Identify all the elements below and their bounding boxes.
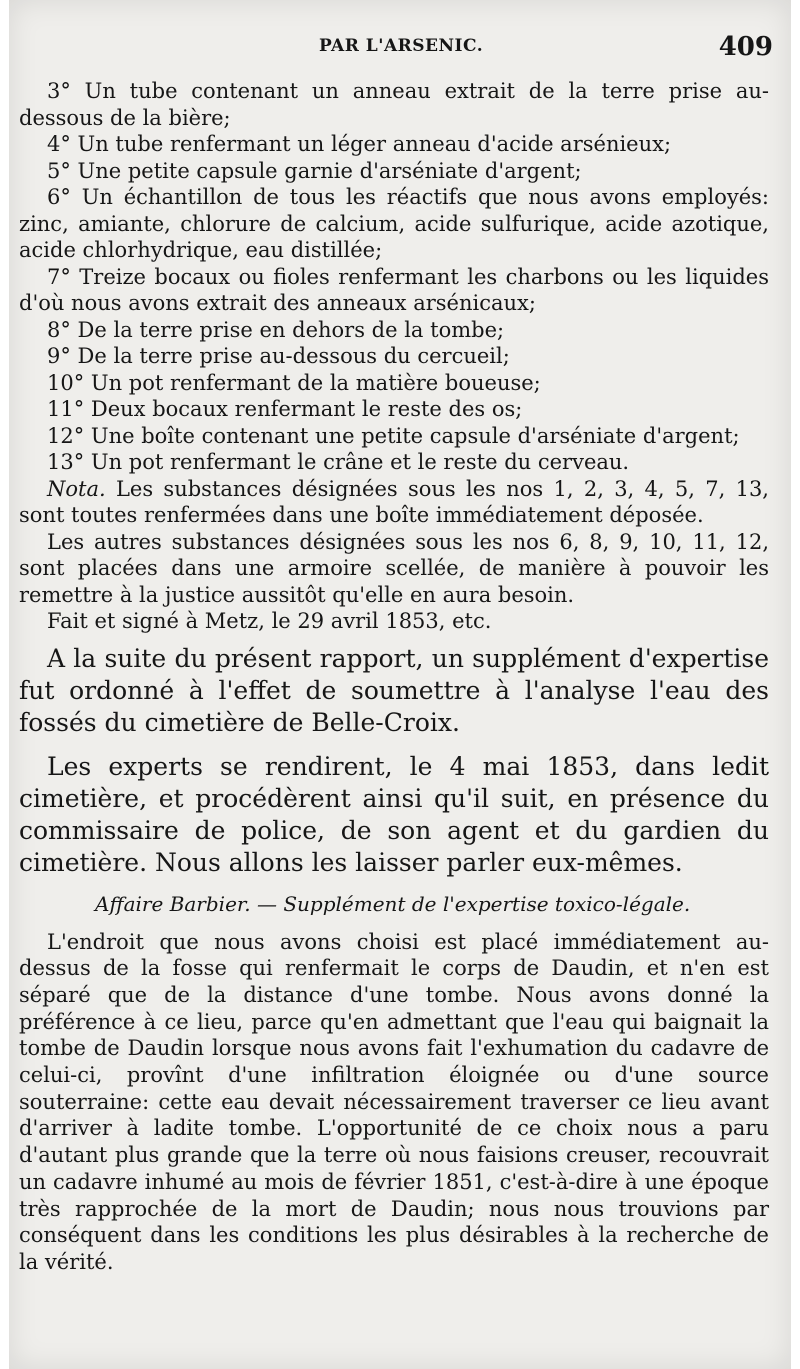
section-heading: Affaire Barbier. — Supplément de l'expertise toxico-légale. [95, 891, 691, 916]
list-item: 7° Treize bocaux ou fioles renfermant les charbons ou les liquides d'où nous avons extrait des anneaux arsénicaux; [19, 264, 769, 315]
book-page [9, 0, 791, 1369]
narrative [19, 643, 769, 879]
list-item: 13° Un pot renfermant le crâne et le reste du cerveau. [47, 450, 630, 474]
list-item: 8° De la terre prise en dehors de la tombe; [47, 317, 505, 342]
list-item: 6° Un échantillon de tous les réactifs que nous avons employés: zinc, amiante, chlorure de calcium, acide sulfurique, acide azotique, acide chlorhydrique, eau distillée; [19, 185, 769, 262]
running-title: PAR L'ARSENIC. [319, 36, 484, 56]
page-header [9, 32, 791, 66]
list-item: 3° Un tube contenant un anneau extrait de la terre prise au-dessous de la bière; [19, 79, 769, 130]
page-body [19, 78, 769, 1276]
narrative-paragraph: Les experts se rendirent, le 4 mai 1853, dans ledit cimetière, et procédèrent ainsi qu'il suit, en présence du commissaire de police, de son agent et du gardien du cimetière. Nous allons les laisser parler eux-mêmes. [19, 751, 769, 877]
list-item: 10° Un pot renfermant de la matière boueuse; [47, 370, 541, 395]
nota-text: Les substances désignées sous les nos 1, 2, 3, 4, 5, 7, 13, sont toutes renfermées dans une boîte immédiatement déposée. [19, 476, 769, 527]
list-item: 9° De la terre prise au-dessous du cercueil; [47, 344, 510, 368]
report-paragraph: L'endroit que nous avons choisi est placé immédiatement au-dessus de la fosse qui renfermait le corps de Daudin, et n'en est séparé que de la distance d'une tombe. Nous avons donné la préférence à ce lieu, parce qu'en admettant que l'eau qui baignait la tombe de Daudin lorsque nous avons fait l'exhumation du cadavre de celui-ci, provînt d'une infiltration éloignée ou d'une source souterraine: cette eau devait nécessairement traverser ce lieu avant d'arriver à ladite tombe. L'opportunité de ce choix nous a paru d'autant plus grande que la terre où nous faisions creuser, recouvrait un cadavre inhumé au mois de février 1851, c'est-à-dire à une époque très rapprochée de la mort de Daudin; nous nous trouvions par conséquent dans les conditions les plus désirables à la recherche de la vérité. [19, 929, 769, 1274]
nota-label: Nota. [47, 476, 106, 501]
list-item: 12° Une boîte contenant une petite capsule d'arséniate d'argent; [47, 423, 740, 448]
others-paragraph: Les autres substances désignées sous les nos 6, 8, 9, 10, 11, 12, sont placées dans une armoire scellée, de manière à pouvoir les remettre à la justice aussitôt qu'elle en aura besoin. [19, 529, 769, 607]
report-text [19, 929, 769, 1276]
nota-paragraph [19, 476, 769, 529]
evidence-list [19, 78, 769, 635]
page-number: 409 [718, 32, 773, 62]
signature-line: Fait et signé à Metz, le 29 avril 1853, etc. [47, 609, 492, 633]
list-item: 11° Deux bocaux renfermant le reste des os; [47, 397, 523, 421]
list-item: 5° Une petite capsule garnie d'arséniate d'argent; [47, 158, 582, 183]
narrative-paragraph: A la suite du présent rapport, un supplément d'expertise fut ordonné à l'effet de soumettre à l'analyse l'eau des fossés du cimetière de Belle-Croix. [19, 643, 769, 737]
list-item: 4° Un tube renfermant un léger anneau d'acide arsénieux; [47, 132, 672, 156]
